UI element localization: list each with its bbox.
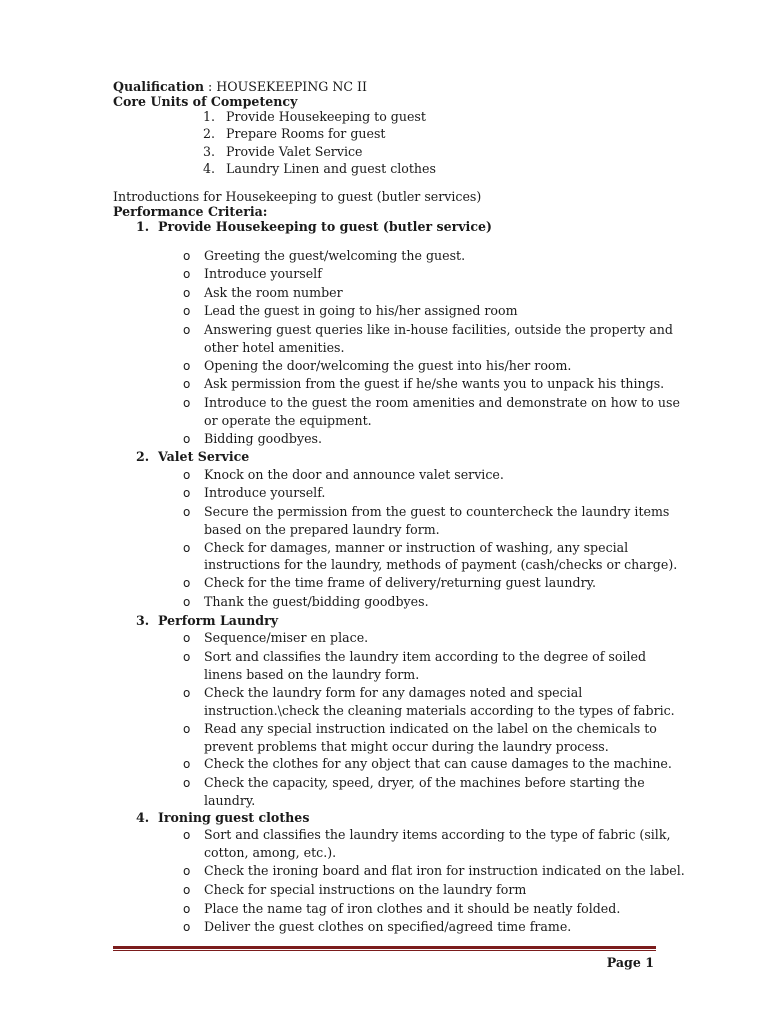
bullet-text: Thank the guest/bidding goodbyes. [204, 594, 429, 609]
bullet-marker: o [183, 828, 191, 842]
bullet-marker: o [183, 864, 191, 878]
bullet-marker: o [183, 902, 191, 916]
bullet-text: Check the capacity, speed, dryer, of the machines before starting the [204, 775, 645, 790]
core-unit-item: Provide Housekeeping to guest [226, 109, 426, 124]
qualification-value: HOUSEKEEPING NC II [216, 79, 367, 94]
bullet-marker: o [183, 541, 191, 555]
bullet-text: Place the name tag of iron clothes and it should be neatly folded. [204, 901, 621, 916]
core-unit-number: 1. [203, 109, 216, 124]
bullet-text-continuation: instruction.\check the cleaning materials according to the types of fabric. [204, 703, 675, 718]
qualification-label: Qualification [113, 79, 204, 94]
bullet-text: Deliver the guest clothes on specified/agreed time frame. [204, 919, 572, 934]
bullet-text: Greeting the guest/welcoming the guest. [204, 248, 466, 263]
core-unit-item: Laundry Linen and guest clothes [226, 161, 436, 176]
bullet-text: Knock on the door and announce valet service. [204, 467, 504, 482]
bullet-text: Introduce yourself [204, 266, 322, 281]
bullet-marker: o [183, 595, 191, 609]
bullet-text: Ask permission from the guest if he/she wants you to unpack his things. [204, 376, 665, 391]
core-unit-number: 4. [203, 161, 216, 176]
bullet-text-continuation: prevent problems that might occur during the laundry process. [204, 739, 609, 754]
section-title: Perform Laundry [158, 613, 279, 628]
bullet-marker: o [183, 267, 191, 281]
bullet-text: Check for damages, manner or instruction of washing, any special [204, 540, 629, 555]
bullet-text: Bidding goodbyes. [204, 431, 322, 446]
bullet-marker: o [183, 396, 191, 410]
core-unit-item: Provide Valet Service [226, 144, 363, 159]
bullet-marker: o [183, 468, 191, 482]
qualification-line [113, 79, 367, 95]
section-number: 2. [136, 449, 150, 464]
section-title: Ironing guest clothes [158, 810, 310, 825]
bullet-text-continuation: or operate the equipment. [204, 413, 372, 428]
bullet-text: Sort and classifies the laundry items according to the type of fabric (silk, [204, 827, 671, 842]
bullet-text-continuation: based on the prepared laundry form. [204, 522, 440, 537]
bullet-text: Check the clothes for any object that can cause damages to the machine. [204, 756, 672, 771]
bullet-marker: o [183, 486, 191, 500]
core-unit-item: Prepare Rooms for guest [226, 126, 386, 141]
bullet-text: Introduce to the guest the room amenities and demonstrate on how to use [204, 395, 680, 410]
bullet-marker: o [183, 776, 191, 790]
section-number: 1. [136, 219, 150, 234]
bullet-text: Sort and classifies the laundry item according to the degree of soiled [204, 649, 647, 664]
bullet-marker: o [183, 432, 191, 446]
bullet-marker: o [183, 650, 191, 664]
bullet-text: Answering guest queries like in-house facilities, outside the property and [204, 322, 673, 337]
bullet-marker: o [183, 631, 191, 645]
bullet-marker: o [183, 883, 191, 897]
bullet-text: Check for special instructions on the laundry form [204, 882, 527, 897]
footer-rule-thin [113, 950, 656, 951]
bullet-text-continuation: cotton, among, etc.). [204, 845, 337, 860]
core-units-title: Core Units of Competency [113, 94, 298, 109]
bullet-marker: o [183, 359, 191, 373]
core-unit-number: 3. [203, 144, 216, 159]
bullet-marker: o [183, 249, 191, 263]
bullet-text: Opening the door/welcoming the guest into his/her room. [204, 358, 572, 373]
bullet-text: Read any special instruction indicated on the label on the chemicals to [204, 721, 657, 736]
bullet-text: Ask the room number [204, 285, 343, 300]
bullet-text: Check the laundry form for any damages noted and special [204, 685, 583, 700]
bullet-marker: o [183, 757, 191, 771]
footer-rule-thick [113, 946, 656, 949]
bullet-text: Check the ironing board and flat iron for instruction indicated on the label. [204, 863, 685, 878]
bullet-marker: o [183, 576, 191, 590]
bullet-text-continuation: laundry. [204, 793, 256, 808]
bullet-marker: o [183, 304, 191, 318]
performance-criteria-title: Performance Criteria: [113, 204, 268, 219]
bullet-text: Introduce yourself. [204, 485, 326, 500]
bullet-text: Sequence/miser en place. [204, 630, 369, 645]
section-number: 4. [136, 810, 150, 825]
intro-line: Introductions for Housekeeping to guest (butler services) [113, 189, 482, 204]
qualification-separator: : [208, 79, 213, 94]
section-title: Provide Housekeeping to guest (butler service) [158, 219, 492, 234]
bullet-text-continuation: instructions for the laundry, methods of payment (cash/checks or charge). [204, 557, 678, 572]
bullet-text: Secure the permission from the guest to countercheck the laundry items [204, 504, 670, 519]
bullet-marker: o [183, 722, 191, 736]
bullet-marker: o [183, 286, 191, 300]
section-title: Valet Service [158, 449, 250, 464]
section-number: 3. [136, 613, 150, 628]
bullet-marker: o [183, 323, 191, 337]
page-number: Page 1 [606, 955, 654, 970]
bullet-text: Check for the time frame of delivery/returning guest laundry. [204, 575, 597, 590]
core-unit-number: 2. [203, 126, 216, 141]
bullet-marker: o [183, 920, 191, 934]
bullet-text-continuation: linens based on the laundry form. [204, 667, 420, 682]
bullet-text-continuation: other hotel amenities. [204, 340, 345, 355]
bullet-marker: o [183, 505, 191, 519]
bullet-text: Lead the guest in going to his/her assigned room [204, 303, 518, 318]
bullet-marker: o [183, 377, 191, 391]
bullet-marker: o [183, 686, 191, 700]
